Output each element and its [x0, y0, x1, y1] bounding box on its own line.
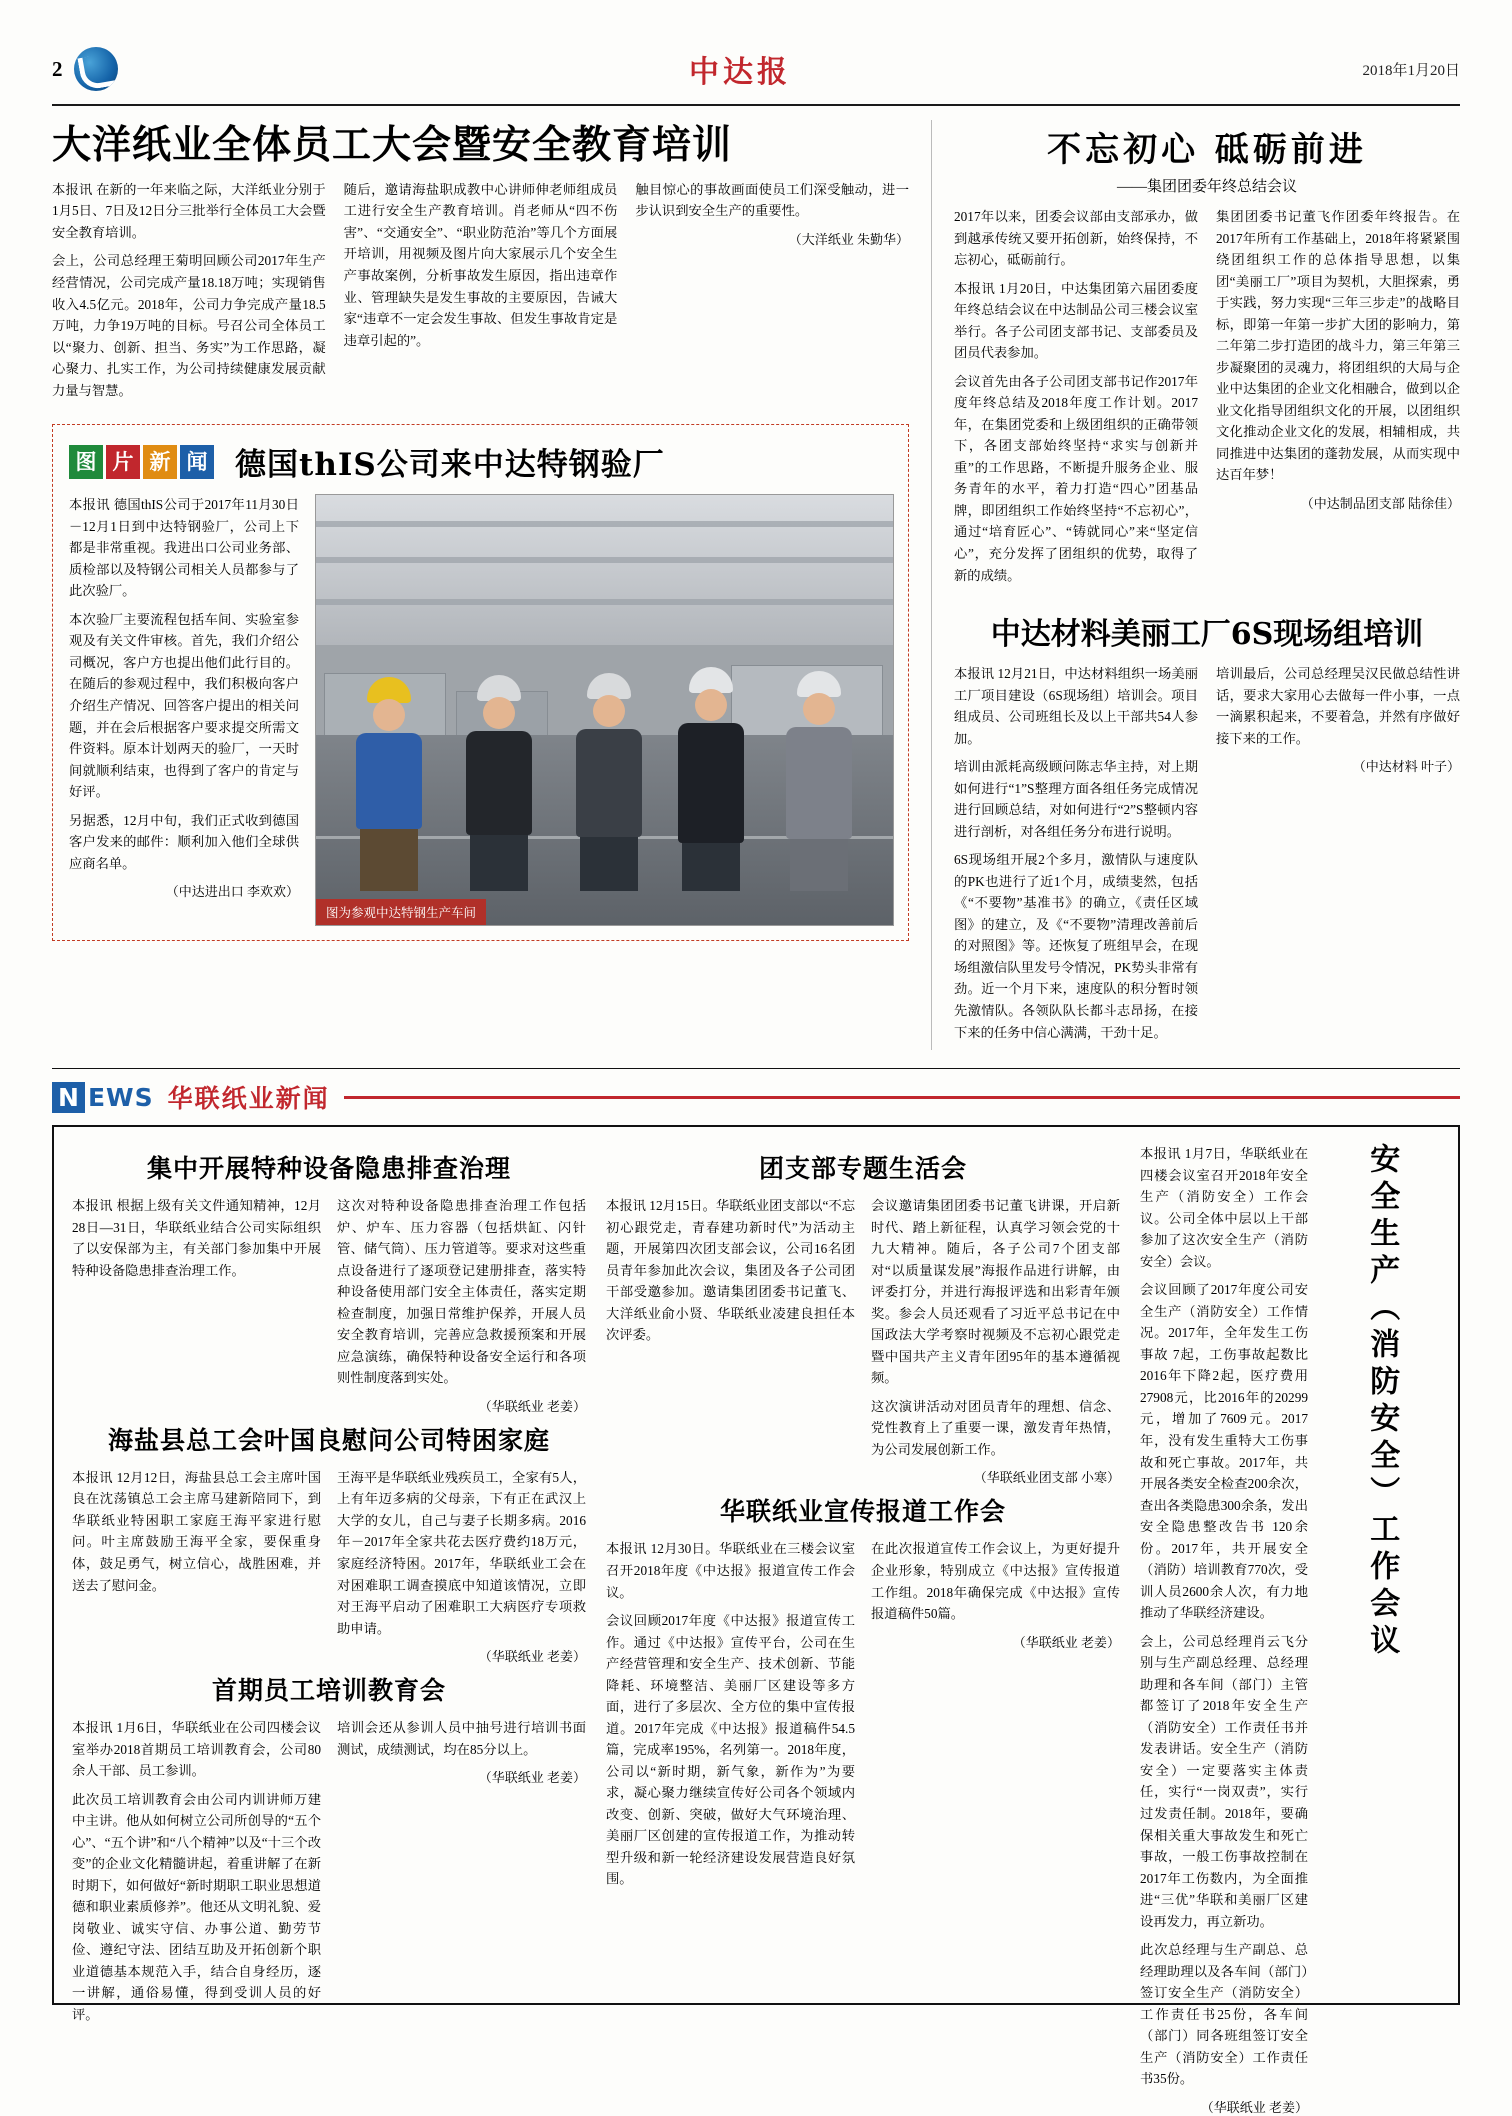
right-col-1 [954, 206, 1198, 593]
photo-torso [678, 723, 744, 843]
paragraph: 会上，公司总经理肖云飞分别与生产副总经理、总经理助理和各车间（部门）主管都签订了2018年安全生产（消防安全）工作责任书并发表讲话。安全生产（消防安全）一定要落实主体责任，实行“一岗双责”，实行过发责任制。2018年，要确保相关重大事故发生和死亡事故，一般工伤事故控制在2017年工伤数内，为全面推进“三优”华联和美丽厂区建设再发力，再立新功。 [1140, 1633, 1308, 1929]
photo-feature [52, 424, 909, 941]
right-column [932, 120, 1460, 1050]
bottom-article-5-title: 华联纸业宣传报道工作会 [719, 1497, 1006, 1527]
badge-char-1: 图 [69, 445, 103, 479]
bottom-article-5-body [606, 1538, 1120, 1897]
b2-col-1 [72, 1467, 321, 1665]
news-logo-icon [52, 1082, 154, 1113]
news-logo-n: N [52, 1082, 85, 1113]
main-col-3 [635, 179, 909, 408]
right-article-2-title: 中达材料美丽工厂6S现场组培训 [990, 617, 1424, 653]
photo-torso [786, 727, 852, 839]
page-number: 2 [52, 56, 64, 81]
photo-beam [316, 599, 893, 605]
photo-face [373, 699, 405, 731]
article-signature: （华联纸业 老姜） [1200, 2099, 1308, 2115]
photo-legs [470, 835, 528, 891]
bottom-article-1-body [72, 1195, 586, 1415]
paper-title: 中达报 [688, 55, 791, 90]
main-col-2 [344, 179, 618, 408]
vertical-title-wrap [1322, 1143, 1440, 1987]
paragraph: 2017年以来，团委会议部由支部承办，做到越承传统又要开拓创新，始终保持，不忘初心，砥砺前行。 [954, 209, 1198, 268]
right2-col-2 [1216, 663, 1460, 1050]
b3-col-1 [72, 1717, 321, 2032]
photo-beam [316, 557, 893, 563]
bottom-section [52, 1125, 1460, 2115]
main-article-body [52, 179, 909, 408]
b3-col-2 [337, 1717, 586, 2032]
badge-char-4: 闻 [180, 445, 214, 479]
photo-face [483, 697, 515, 729]
badge-char-3: 新 [143, 445, 177, 479]
paragraph: 本次验厂主要流程包括车间、实验室参观及有关文件审核。首先，我们介绍公司概况，客户方也提出他们此行目的。在随后的参观过程中，我们积极向客户介绍生产情况、回答客户提出的相关问题，并在会后根据客户要求提交所需文件资料。原本计划两天的验厂，一天时间就顺利结束，也得到了客户的肯定与好评。 [69, 611, 299, 800]
paragraph: 会议回顾2017年度《中达报》报道宣传工作。通过《中达报》宣传平台，公司在生产经营管理和安全生产、技术创新、节能降耗、环境整洁、美丽厂区建设等多方面，进行了多层次、全方位的集中宣传报道。2017年完成《中达报》报道稿件54.5篇，完成率195%，名列第一。2018年度，公司以“新时期，新气象，新作为”为要求，凝心聚力继续宣传好公司各个领域内改变、创新、突破，做好大气环境治理、美丽厂区创建的宣传报道工作，为推动转型升级和新一轮经济建设发展营造良好氛围。 [606, 1613, 855, 1887]
section-band [52, 1068, 1460, 1115]
bottom-column-2 [606, 1143, 1120, 1987]
main-col-1 [52, 179, 326, 408]
article-signature: （中达制品团支部 陆徐佳） [1300, 495, 1460, 511]
paragraph: 本报讯 德国thIS公司于2017年11月30日－12月1日到中达特钢验厂，公司上下都是非常重视。我进出口公司业务部、质检部以及特钢公司相关人员都参与了此次验厂。 [69, 497, 299, 599]
paragraph: 触目惊心的事故画面使员工们深受触动，进一步认识到安全生产的重要性。 [635, 181, 910, 219]
paragraph: 会上，公司总经理王菊明回顾公司2017年生产经营情况，公司完成产量18.18万吨；实现销售收入4.5亿元。2018年，公司力争完成产量18.5万吨，力争19万吨的目标。号召公司全体员工以“聚力、创新、担当、务实”为工作思路，凝心聚力、扎实工作，为公司持续健康发展贡献力量与智慧。 [52, 253, 326, 398]
photo-person [786, 671, 852, 891]
paragraph: 培训由派耗高级顾问陈志华主持，对上期如何进行“1”S整理方面各组任务完成情况进行回顾总结，对如何进行“2”S整顿内容进行剖析，对各组任务分布进行说明。 [954, 759, 1198, 839]
bottom-column-1 [72, 1143, 586, 2022]
right-article-2-body [954, 663, 1460, 1050]
right-col-2 [1216, 206, 1460, 593]
article-signature: （华联纸业 老姜） [1012, 1634, 1120, 1650]
photo-person [678, 667, 744, 891]
paragraph: 会议邀请集团团委书记董飞讲课，开启新时代、踏上新征程，认真学习领会党的十九大精神。随后，各子公司7个团支部对“以质量谋发展”海报作品进行讲解，由评委打分，并进行海报评选和出彩青年颁奖。参会人员还观看了习近平总书记在中国政法大学考察时视频及不忘初心跟党走暨中国共产主义青年团95年的基本遵循视频。 [871, 1198, 1120, 1386]
photo-person [576, 673, 642, 891]
photo-legs [790, 839, 848, 891]
feature-photo-wrap [315, 494, 892, 926]
paragraph: 本报讯 12月15日。华联纸业团支部以“不忘初心跟党走，青春建功新时代”为活动主题，开展第四次团支部会议，公司16名团员青年参加此次会议，集团及各子公司团干部受邀参加。邀请集团团委书记董飞、大洋纸业俞小贤、华联纸业凌建良担任本次评委。 [606, 1198, 855, 1343]
paragraph: 会议首先由各子公司团支部书记作2017年度年终总结及2018年度工作计划。2017年，在集团党委和上级团组织的正确带领下，各团支部始终坚持“求实与创新并重”的工作思路，不断提升服务企业、服务青年的水平，着力打造“四心”团基品牌，即团组织工作始终坚持“不忘初心”，通过“培育匠心”、“铸就同心”来“坚定信心”，充分发挥了团组织的优势，取得了新的成绩。 [954, 373, 1198, 583]
paragraph: 本报讯 12月12日，海盐县总工会主席叶国良在沈荡镇总工会主席马建新陪同下，到华联纸业特困职工家庭王海平家进行慰问。叶主席鼓励王海平全家，要保重身体，鼓足勇气，树立信心，战胜困难，并送去了慰问金。 [72, 1469, 321, 1593]
left-column [52, 120, 932, 1050]
b1-col-2 [337, 1195, 586, 1415]
paragraph: 此次总经理与生产副总、总经理助理以及各车间（部门）签订安全生产（消防安全）工作责任书25份，各车间（部门）同各班组签订安全生产（消防安全）工作责任书35份。 [1140, 1942, 1308, 2087]
b5-col-1 [606, 1538, 855, 1897]
paragraph: 本报讯 1月7日，华联纸业在四楼会议室召开2018年安全生产（消防安全）工作会议。公司全体中层以上干部参加了这次安全生产（消防安全）会议。 [1140, 1146, 1308, 1269]
factory-photo [315, 494, 894, 926]
paragraph: 此次员工培训教育会由公司内训讲师万建中主讲。他从如何树立公司所创导的“五个心”、“五个讲”和“八个精神”以及“十三个改变”的企业文化精髓讲起，着重讲解了在新时期下，如何做好“新时期职工职业思想道德和职业素质修养”。他还从文明礼貌、爱岗敬业、诚实守信、办事公道、勤劳节俭、遵纪守法、团结互助及开拓创新个职业道德基本规范入手，结合自身经历，逐一讲解，通俗易懂，得到受训人员的好评。 [72, 1791, 321, 2022]
feature-text [69, 494, 299, 926]
feature-header [69, 439, 892, 484]
bottom-article-4-body [606, 1195, 1120, 1486]
badge-char-2: 片 [106, 445, 140, 479]
circle-wave-logo-icon [74, 47, 118, 91]
paragraph: 这次演讲活动对团员青年的理想、信念、党性教育上了重要一课，激发青年热情，为公司发展创新工作。 [871, 1398, 1120, 1457]
right-article-1-body [954, 206, 1460, 593]
bottom-article-4-title: 团支部专题生活会 [758, 1154, 967, 1184]
paragraph: 本报讯 根据上级有关文件通知精神，12月28日—31日，华联纸业结合公司实际组织了以安保部为主，有关部门参加集中开展特种设备隐患排查治理工作。 [72, 1198, 321, 1278]
feature-body [69, 494, 892, 926]
article-signature: （华联纸业团支部 小寒） [973, 1470, 1120, 1486]
right2-col-1 [954, 663, 1198, 1050]
paragraph: 集团团委书记董飞作团委年终报告。在2017年所有工作基础上，2018年将紧紧围绕团组织工作的总体指导思想，以集团“美丽工厂”项目为契机，大胆探索，勇于实践，努力实现“三年三步走”的战略目标，即第一年第一步扩大团的影响力，第二年第二步打造团的战斗力，第三年第三步凝聚团的灵魂力，将团组织的大局与企业中达集团的企业文化相融合，做到以企业文化指导团组织文化的开展，以团组织文化推动企业文化的发展，相辅相成，共同推进中达集团的蓬勃发展，从而实现中达百年梦！ [1216, 209, 1460, 483]
paragraph: 这次对特种设备隐患排查治理工作包括炉、炉车、压力容器（包括烘缸、闪针管、储气筒）、压力管道等。要求对这些重点设备进行了逐项登记建册排查，落实特种设备使用部门安全主体责任，落实定期检查制度，加强日常维护保养，开展人员安全教育培训，完善应急救援预案和开展应急演练，确保特种设备安全运行和各项则性制度落到实处。 [337, 1198, 586, 1386]
photo-face [803, 693, 835, 725]
band-rule [344, 1096, 1460, 1099]
bottom-column-3 [1140, 1143, 1440, 2115]
feature-title: 德国thIS公司来中达特钢验厂 [235, 447, 665, 484]
b1-col-1 [72, 1195, 321, 1415]
photo-legs [360, 829, 418, 891]
bottom-article-1-title: 集中开展特种设备隐患排查治理 [146, 1154, 511, 1184]
masthead [52, 40, 1460, 106]
b2-col-2 [337, 1467, 586, 1665]
photo-caption: 图为参观中达特钢生产车间 [316, 899, 486, 925]
paragraph: 王海平是华联纸业残疾员工，全家有5人，上有年迈多病的父母亲，下有正在武汉上大学的女儿，自己与妻子长期多病。2016年－2017年全家共花去医疗费约18万元，家庭经济特困。2017年，华联纸业工会在对困难职工调查摸底中知道该情况，立即对王海平启动了困难职工大病医疗专项救助申请。 [337, 1469, 586, 1636]
paragraph: 随后，邀请海盐职成教中心讲师伸老师组成员工进行安全生产教育培训。肖老师从“四不伤害”、“交通安全”、“职业防范治”等几个方面展开培训，用视频及图片向大家展示几个安全生产事故案例，分析事故发生原因，指出违章作业、管理缺失是发生事故的主要原因，告诫大家“违章不一定会发生事故、但发生事故肯定是违章引起的”。 [343, 181, 618, 348]
paragraph: 本报讯 1月6日，华联纸业在公司四楼会议室举办2018首期员工培训教育会，公司80余人干部、员工参训。 [72, 1720, 321, 1779]
right-article-1-title: 不忘初心 砥砺前进 [1047, 130, 1367, 170]
article-signature: （华联纸业 老姜） [478, 1398, 586, 1414]
photo-face [695, 689, 727, 721]
article-signature: （华联纸业 老姜） [478, 1770, 586, 1786]
news-logo-rest: EWS [87, 1082, 154, 1112]
article-signature: （中达进出口 李欢欢） [165, 884, 299, 900]
paragraph: 培训最后，公司总经理吴汉民做总结性讲话，要求大家用心去做每一件小事，一点一滴累积起来，不要着急，并然有序做好接下来的工作。 [1216, 666, 1460, 746]
photo-torso [356, 733, 422, 829]
paragraph: 6S现场组开展2个多月，激情队与速度队的PK也进行了近1个月，成绩斐然，包括《“不要物”基准书》的确立，《责任区域图》的建立，及《“不要物”清理改善前后的对照图》等。还恢复了班组早会，在现场组激信队里发号令情况，PK势头非常有劲。近一个月下来，速度队的积分暂时领先激情队。各领队队长都斗志昂扬，在接下来的任务中信心满满，干劲十足。 [954, 852, 1198, 1040]
photo-person [356, 677, 422, 891]
photo-face [593, 695, 625, 727]
issue-date: 2018年1月20日 [1362, 62, 1460, 79]
photo-person [466, 675, 532, 891]
b4-col-1 [606, 1195, 855, 1486]
bottom-article-3-title: 首期员工培训教育会 [211, 1676, 446, 1706]
article-signature: （大洋纸业 朱勤华） [788, 231, 910, 247]
section-title: 华联纸业新闻 [167, 1084, 330, 1114]
photo-torso [466, 731, 532, 835]
photo-torso [576, 729, 642, 837]
vertical-article-title: 安全生产（消防安全）工作会议 [1364, 1143, 1400, 1662]
photo-legs [580, 837, 638, 891]
paragraph: 本报讯 12月30日。华联纸业在三楼会议室召开2018年度《中达报》报道宣传工作会议。 [606, 1541, 855, 1600]
b5-col-2 [871, 1538, 1120, 1897]
article-signature: （华联纸业 老姜） [478, 1649, 586, 1665]
photo-beam [316, 521, 893, 527]
masthead-left [52, 47, 118, 91]
bottom-article-2-title: 海盐县总工会叶国良慰问公司特困家庭 [107, 1425, 550, 1455]
paragraph: 另据悉，12月中旬，我们正式收到德国客户发来的邮件：顺利加入他们全球供应商名单。 [69, 812, 299, 871]
paragraph: 本报讯 在新的一年来临之际，大洋纸业分别于1月5日、7日及12日分三批举行全体员工大会暨安全教育培训。 [52, 181, 326, 240]
paragraph: 会议回顾了2017年度公司安全生产（消防安全）工作情况。2017年，全年发生工伤事故 7起，工伤事故起数比2016年下降2起，医疗费用27908元，比2016年的20299元，增加了7609元。2017年，没有发生重特大工伤事故和死亡事故。2017年，共开展各类安全检查200余次，查出各类隐患300余条，发出安全隐患整改告书 120余份。2017年，共开展安全（消防）培训教育770次，受训人员2600余人次，有力地推动了华联经济建设。 [1140, 1282, 1308, 1621]
photo-ceiling [316, 495, 893, 645]
paragraph: 培训会还从参训人员中抽号进行培训书面测试，成绩测试，均在85分以上。 [337, 1720, 586, 1757]
article-signature: （中达材料 叶子） [1352, 759, 1460, 775]
bottom-article-3-body [72, 1717, 586, 2032]
paragraph: 本报讯 1月20日，中达集团第六届团委度年终总结会议在中达制品公司三楼会议室举行。各子公司团支部书记、支部委员及团员代表参加。 [954, 280, 1198, 361]
photo-legs [682, 843, 740, 891]
picture-news-badge [69, 445, 217, 479]
paragraph: 本报讯 12月21日，中达材料组织一场美丽工厂项目建设（6S现场组）培训会。项目组成员、公司班组长及以上干部共54人参加。 [954, 666, 1198, 746]
b4-col-2 [871, 1195, 1120, 1486]
paragraph: 在此次报道宣传工作会议上，为更好提升企业形象，特别成立《中达报》宣传报道工作组。2018年确保完成《中达报》宣传报道稿件50篇。 [871, 1541, 1120, 1622]
main-article-title: 大洋纸业全体员工大会暨安全教育培训 [52, 122, 733, 168]
top-area [52, 120, 1460, 1050]
bottom-article-2-body [72, 1467, 586, 1665]
right-article-1-subtitle: ——集团团委年终总结会议 [1116, 179, 1297, 195]
